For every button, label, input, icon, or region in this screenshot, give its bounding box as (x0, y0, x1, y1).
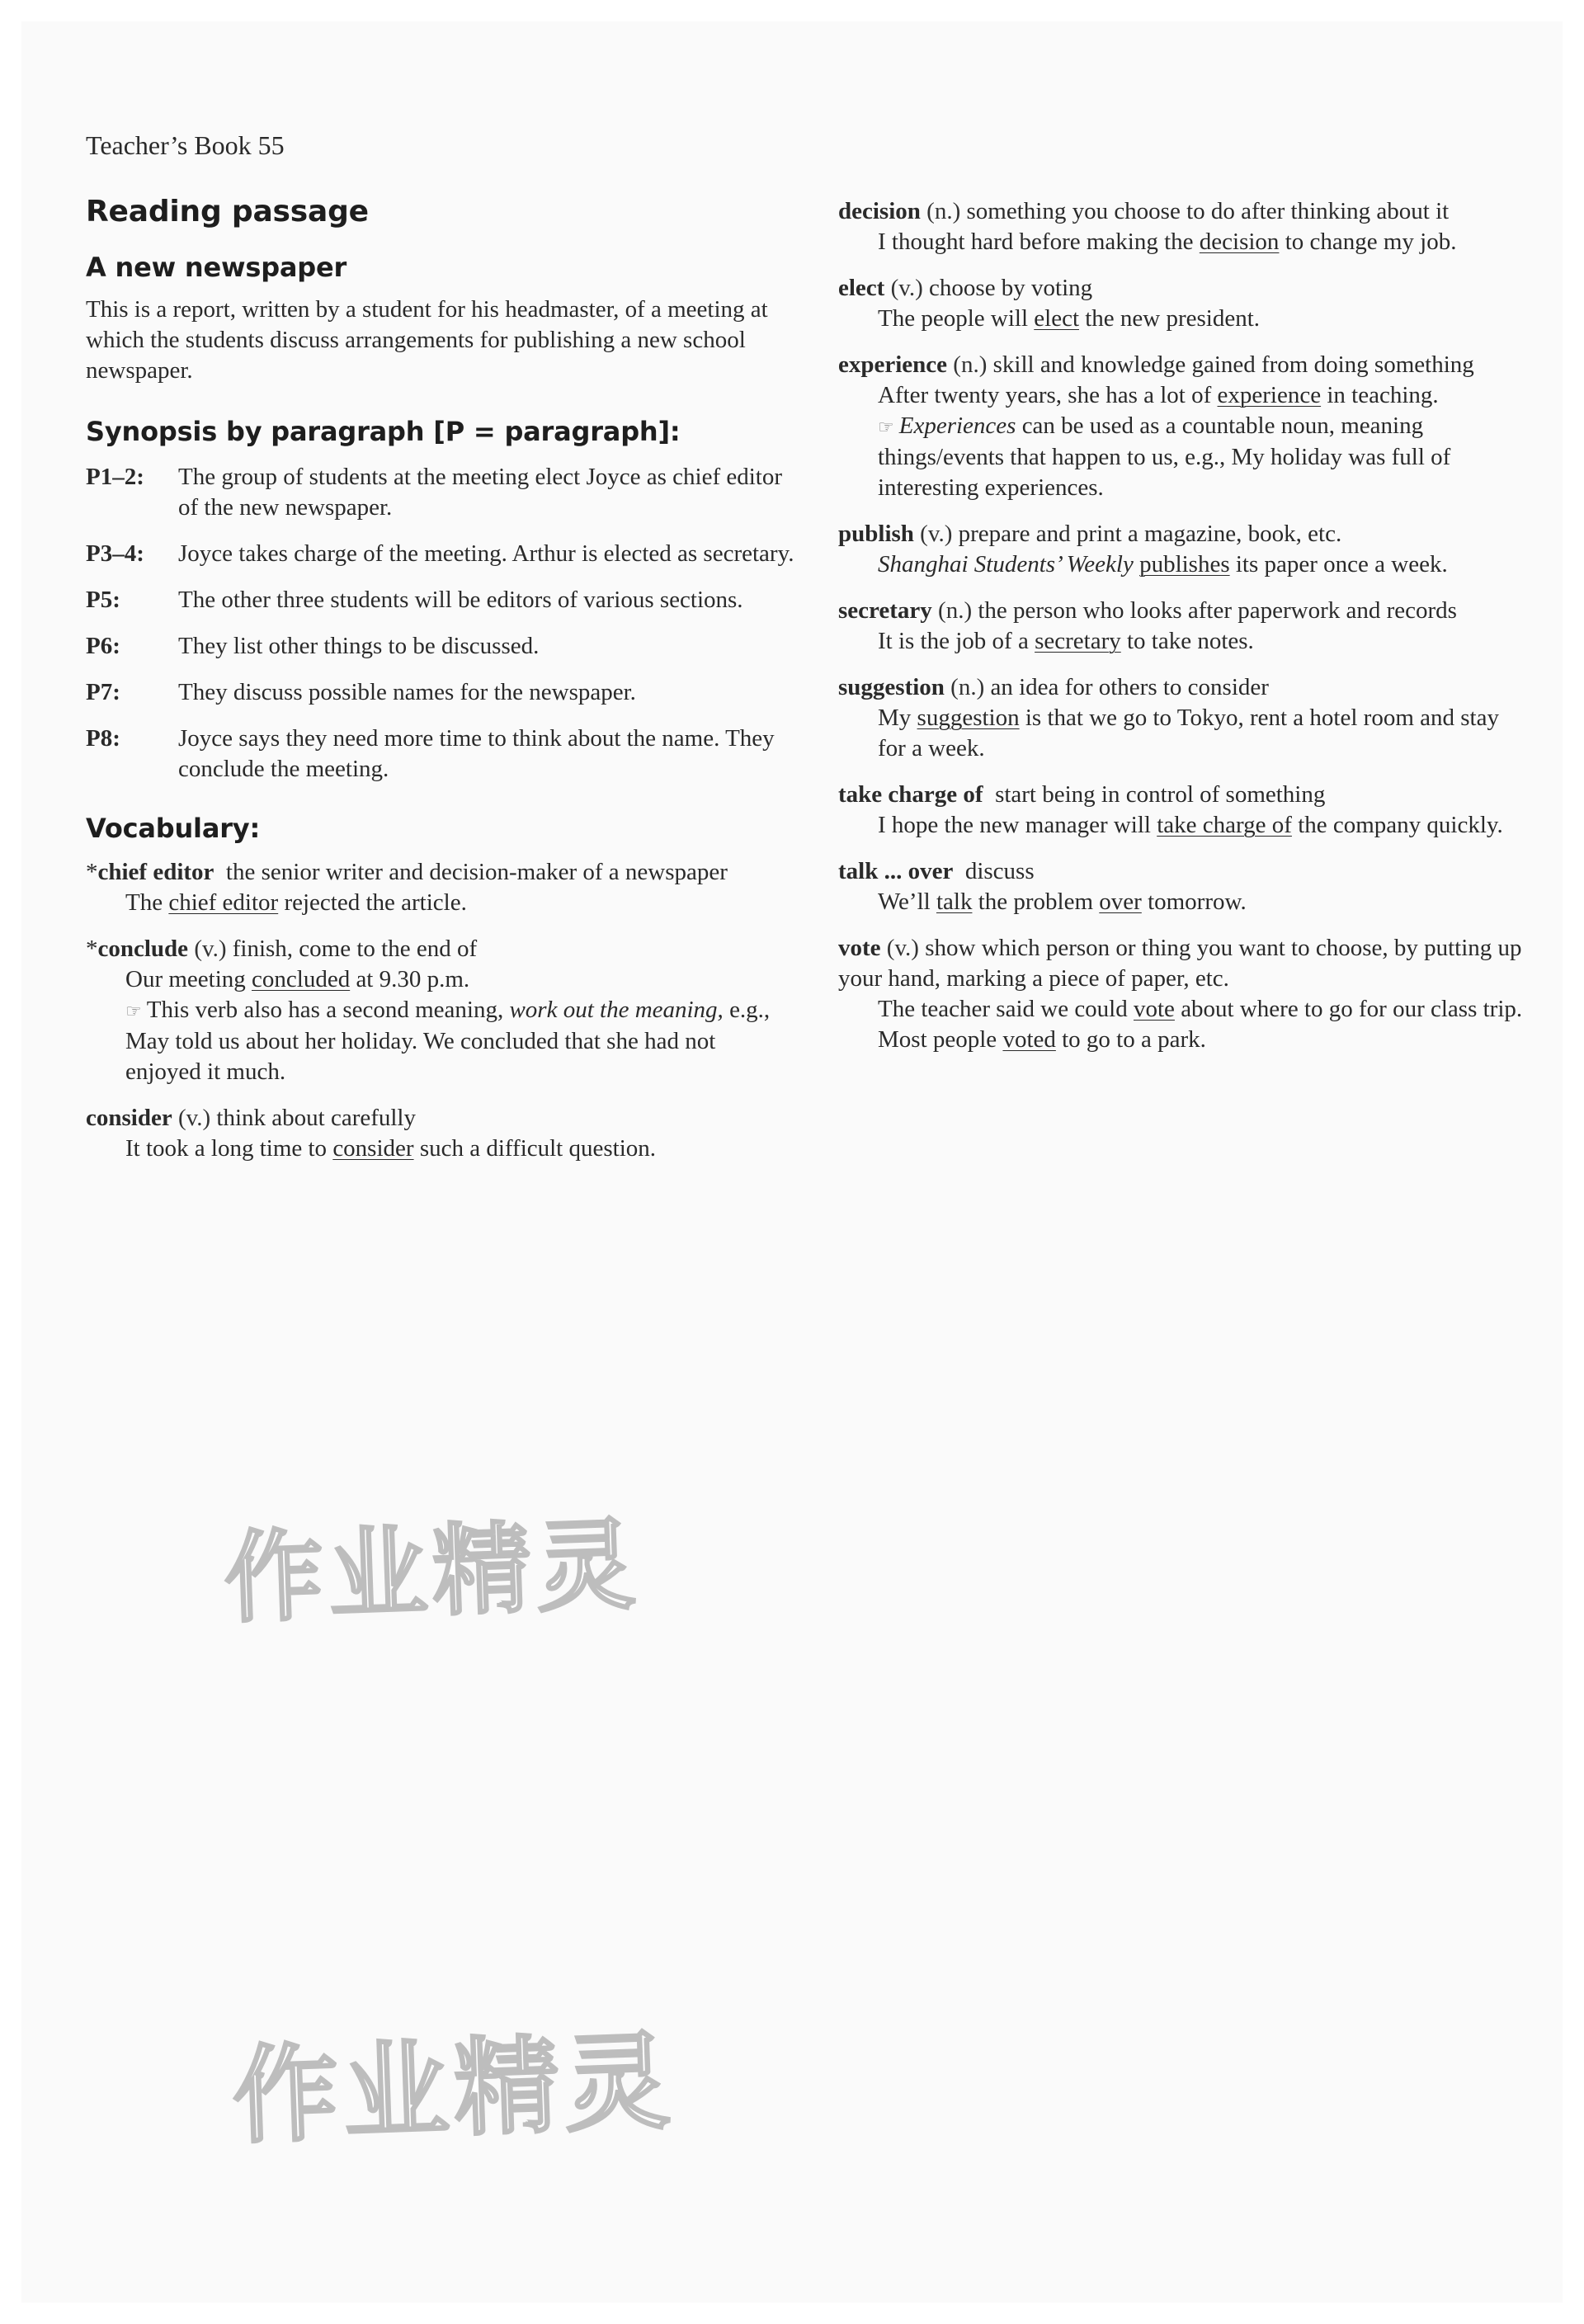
synopsis-text: The other three students will be editors of various sections. (178, 587, 743, 613)
synopsis-label: P6: (86, 633, 120, 659)
example-sentence: The people will elect the new president. (878, 305, 1261, 332)
synopsis-item (86, 462, 795, 523)
headword: vote (838, 935, 881, 961)
synopsis-text: The group of students at the meeting elect Joyce as chief editor of the new newspaper. (178, 464, 782, 521)
vocab-entry-suggestion: suggestion (n.) an idea for others to consider My suggestion is that we go to Tokyo, rent a hotel room and stay for a week. (838, 672, 1531, 764)
synopsis-heading: Synopsis by paragraph [P = paragraph]: (86, 416, 681, 447)
passage-title: A new newspaper (86, 252, 347, 283)
synopsis-item (86, 539, 795, 569)
example-sentence: It is the job of a secretary to take notes. (878, 628, 1254, 654)
synopsis-text: They list other things to be discussed. (178, 633, 540, 659)
synopsis-item (86, 585, 795, 615)
svg-text:作业精灵: 作业精灵 (222, 1507, 643, 1638)
definition: prepare and print a magazine, book, etc. (958, 521, 1342, 547)
headword: publish (838, 521, 914, 547)
example-sentence: Shanghai Students’ Weekly publishes its paper once a week. (878, 551, 1448, 577)
vocab-entry-vote: vote (v.) show which person or thing you want to choose, by putting up your hand, marking a piece of paper, etc. The teacher said we could vote about where to go for our class trip. Most people voted to go to a park. (838, 933, 1531, 1055)
pointing-hand-icon: ☞ (878, 417, 894, 437)
vocab-entry-publish: publish (v.) prepare and print a magazine, book, etc. Shanghai Students’ Weekly publishes its paper once a week. (838, 519, 1531, 580)
synopsis-text: They discuss possible names for the newspaper. (178, 679, 636, 705)
headword: elect (838, 275, 885, 301)
page (21, 21, 1563, 2303)
definition: the senior writer and decision-maker of a newspaper (225, 859, 728, 885)
example-sentence: We’ll talk the problem over tomorrow. (878, 889, 1247, 915)
headword: conclude (97, 936, 189, 962)
definition: start being in control of something (995, 781, 1326, 808)
usage-note: ☞ This verb also has a second meaning, work out the meaning, e.g., May told us about her holiday. We concluded that she had not enjoyed it much. (125, 997, 771, 1085)
svg-text:作业精灵: 作业精灵 (230, 2020, 677, 2159)
synopsis-label: P7: (86, 679, 120, 705)
headword: talk ... over (838, 858, 954, 884)
vocab-entry-conclude: *conclude (v.) finish, come to the end of Our meeting concluded at 9.30 p.m. ☞ This verb also has a second meaning, work out the meaning, e.g., May told us about her holiday. We concluded that she had not enjoyed it much. (86, 934, 795, 1087)
vocab-entry-secretary: secretary (n.) the person who looks after paperwork and records It is the job of a secretary to take notes. (838, 596, 1531, 657)
definition: choose by voting (929, 275, 1093, 301)
vocabulary-heading: Vocabulary: (86, 813, 261, 844)
synopsis-list (86, 462, 795, 785)
synopsis-item (86, 724, 795, 785)
running-head: Teacher’s Book 55 (86, 130, 285, 160)
example-sentence: The teacher said we could vote about where to go for our class trip. Most people voted to go to a park. (878, 996, 1523, 1053)
vocab-entry-consider: consider (v.) think about carefully It took a long time to consider such a difficult question. (86, 1103, 795, 1164)
vocab-entry-elect: elect (v.) choose by voting The people will elect the new president. (838, 273, 1531, 334)
vocab-entry-decision: decision (n.) something you choose to do after thinking about it I thought hard before making the decision to change my job. (838, 196, 1531, 257)
example-sentence: Our meeting concluded at 9.30 p.m. (125, 966, 470, 992)
headword: consider (86, 1105, 172, 1131)
synopsis-label: P5: (86, 587, 120, 613)
watermark (224, 2010, 703, 2171)
headword: decision (838, 198, 921, 224)
watermark (216, 1498, 678, 1651)
example-sentence: My suggestion is that we go to Tokyo, rent a hotel room and stay for a week. (878, 705, 1499, 761)
example-sentence: I hope the new manager will take charge of the company quickly. (878, 812, 1503, 838)
definition: skill and knowledge gained from doing something (992, 351, 1474, 378)
example-sentence: After twenty years, she has a lot of experience in teaching. (878, 382, 1439, 408)
synopsis-text: Joyce takes charge of the meeting. Arthur is elected as secretary. (178, 540, 794, 567)
vocab-entry-chief-editor: *chief editor the senior writer and decision-maker of a newspaper The chief editor rejected the article. (86, 857, 795, 918)
headword: suggestion (838, 674, 945, 700)
synopsis-text: Joyce says they need more time to think about the name. They conclude the meeting. (178, 725, 775, 782)
example-sentence: It took a long time to consider such a difficult question. (125, 1135, 657, 1162)
headword: secretary (838, 597, 932, 624)
synopsis-item (86, 631, 795, 662)
headword: chief editor (97, 859, 214, 885)
definition: think about carefully (216, 1105, 416, 1131)
definition: an idea for others to consider (990, 674, 1269, 700)
headword: take charge of (838, 781, 983, 808)
definition: show which person or thing you want to choose, by putting up your hand, marking a piece of paper, etc. (838, 935, 1522, 992)
section-title: Reading passage (86, 195, 369, 229)
vocab-entry-take-charge-of (838, 780, 1531, 841)
synopsis-label: P1–2: (86, 464, 144, 490)
example-sentence: I thought hard before making the decision to change my job. (878, 229, 1457, 255)
definition: discuss (964, 858, 1035, 884)
definition: something you choose to do after thinking about it (966, 198, 1450, 224)
pointing-hand-icon: ☞ (125, 1001, 142, 1021)
vocab-entry-experience: experience (n.) skill and knowledge gained from doing something After twenty years, she has a lot of experience in teaching. ☞ Experiences can be used as a countable noun, meaning things/events that happen to us, e.g., My holiday was full of interesting experiences. (838, 350, 1531, 503)
synopsis-item (86, 677, 795, 708)
definition: the person who looks after paperwork and records (978, 597, 1457, 624)
synopsis-label: P3–4: (86, 540, 144, 567)
headword: experience (838, 351, 948, 378)
vocab-entry-talk-over (838, 856, 1531, 917)
passage-intro: This is a report, written by a student for his headmaster, of a meeting at which the students discuss arrangements for publishing a new school newspaper. (86, 296, 768, 384)
right-column (838, 196, 1531, 1071)
usage-note: ☞ Experiences can be used as a countable noun, meaning things/events that happen to us, e.g., My holiday was full of interesting experiences. (878, 412, 1451, 501)
synopsis-label: P8: (86, 725, 120, 752)
definition: finish, come to the end of (232, 936, 478, 962)
left-column (86, 195, 795, 1180)
example-sentence: The chief editor rejected the article. (125, 889, 467, 916)
